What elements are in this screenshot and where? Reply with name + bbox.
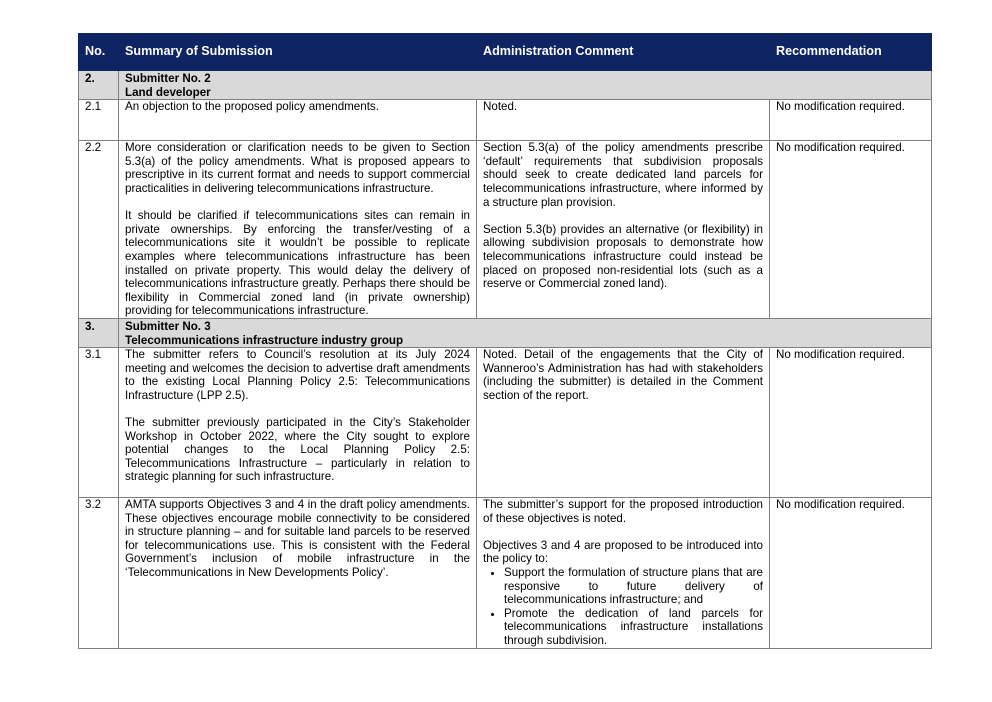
- row-recommendation: No modification required.: [770, 498, 932, 649]
- row-recommendation: No modification required.: [770, 100, 932, 141]
- table-row: [79, 348, 932, 498]
- header-comment: Administration Comment: [477, 34, 770, 71]
- section-heading: [119, 71, 932, 100]
- row-no: 3.2: [79, 498, 119, 649]
- section-subtitle: Land developer: [125, 85, 211, 99]
- comment-paragraph: Section 5.3(b) provides an alternative (or flexibility) in allowing subdivision proposals to demonstrate how telecommunications infrastructure could instead be placed on proposed non-residential lots (such as a reserve or Commercial zoned land).: [483, 222, 763, 291]
- row-recommendation: No modification required.: [770, 141, 932, 319]
- comment-paragraph: Objectives 3 and 4 are proposed to be introduced into the policy to:: [483, 538, 763, 566]
- table-header-row: [79, 34, 932, 71]
- summary-paragraph: An objection to the proposed policy amendments.: [125, 100, 379, 114]
- summary-paragraph: The submitter refers to Council’s resolution at its July 2024 meeting and welcomes the decision to advertise draft amendments to the existing Local Planning Policy 2.5: Telecommunications Infrastructure (LPP 2.5).: [125, 348, 470, 402]
- row-summary: [119, 141, 477, 319]
- table-row: [79, 498, 932, 649]
- section-title: Submitter No. 3: [125, 319, 211, 333]
- section-title: Submitter No. 2: [125, 72, 211, 85]
- row-no: 3.1: [79, 348, 119, 498]
- comment-paragraph: The submitter’s support for the proposed introduction of these objectives is noted.: [483, 498, 763, 525]
- row-comment: [477, 100, 770, 141]
- summary-paragraph: It should be clarified if telecommunications sites can remain in private ownerships. By enforcing the transfer/vesting of a telecommunications site it wouldn’t be possible to replicate examples where telecommunications infrastructure has been installed on private property. This would delay the delivery of telecommunications infrastructure greatly. Perhaps there should be flexibility in Commercial zoned land (in private ownership) providing for telecommunications infrastructure.: [125, 209, 470, 318]
- header-summary: Summary of Submission: [119, 34, 477, 71]
- comment-paragraph: Section 5.3(a) of the policy amendments prescribe ‘default’ requirements that subdivision proposals should seek to create dedicated land parcels for telecommunications infrastructure, where informed by a structure plan provision.: [483, 141, 763, 209]
- comment-bullet: • Support the formulation of structure plans that are responsive to future delivery of telecommunications infrastructure; and: [504, 566, 763, 607]
- section-no: 2.: [79, 71, 119, 100]
- row-comment: [477, 498, 770, 649]
- row-recommendation: No modification required.: [770, 348, 932, 498]
- section-row-submitter-3: [79, 318, 932, 347]
- summary-paragraph: More consideration or clarification needs to be given to Section 5.3(a) of the policy amendments. What is proposed appears to prescriptive in its current format and needs to support commercial practicalities in delivering telecommunications infrastructure.: [125, 141, 470, 195]
- comment-paragraph: Noted. Detail of the engagements that the City of Wanneroo’s Administration has had with stakeholders (including the submitter) is detailed in the Comment section of the report.: [483, 348, 763, 402]
- table-row: [79, 141, 932, 319]
- submissions-page: [78, 33, 931, 649]
- row-comment: [477, 348, 770, 498]
- row-comment: [477, 141, 770, 319]
- row-summary: [119, 498, 477, 649]
- submissions-table: [78, 33, 932, 649]
- comment-bullet: • Promote the dedication of land parcels for telecommunications infrastructure installations through subdivision.: [504, 607, 763, 648]
- summary-paragraph: The submitter previously participated in the City’s Stakeholder Workshop in October 2022, where the City sought to explore potential changes to the Local Planning Policy 2.5: Telecommunications Infrastructure – particularly in relation to strategic planning for such infrastructure.: [125, 416, 470, 484]
- row-summary: [119, 348, 477, 498]
- comment-bullet-list: [483, 566, 763, 648]
- row-no: 2.1: [79, 100, 119, 141]
- section-row-submitter-2: [79, 71, 932, 100]
- summary-paragraph: AMTA supports Objectives 3 and 4 in the draft policy amendments. These objectives encourage mobile connectivity to be considered in structure planning – and for suitable land parcels to be reserved for telecommunications use. This is consistent with the Federal Government’s inclusion of mobile infrastructure in the ‘Telecommunications in New Developments Policy’.: [125, 498, 470, 580]
- section-heading: [119, 318, 932, 347]
- section-subtitle: Telecommunications infrastructure industry group: [125, 333, 404, 347]
- row-summary: [119, 100, 477, 141]
- table-row: [79, 100, 932, 141]
- header-recommendation: Recommendation: [770, 34, 932, 71]
- section-no: 3.: [79, 318, 119, 347]
- row-no: 2.2: [79, 141, 119, 319]
- comment-paragraph: Noted.: [483, 100, 518, 114]
- header-no: No.: [79, 34, 119, 71]
